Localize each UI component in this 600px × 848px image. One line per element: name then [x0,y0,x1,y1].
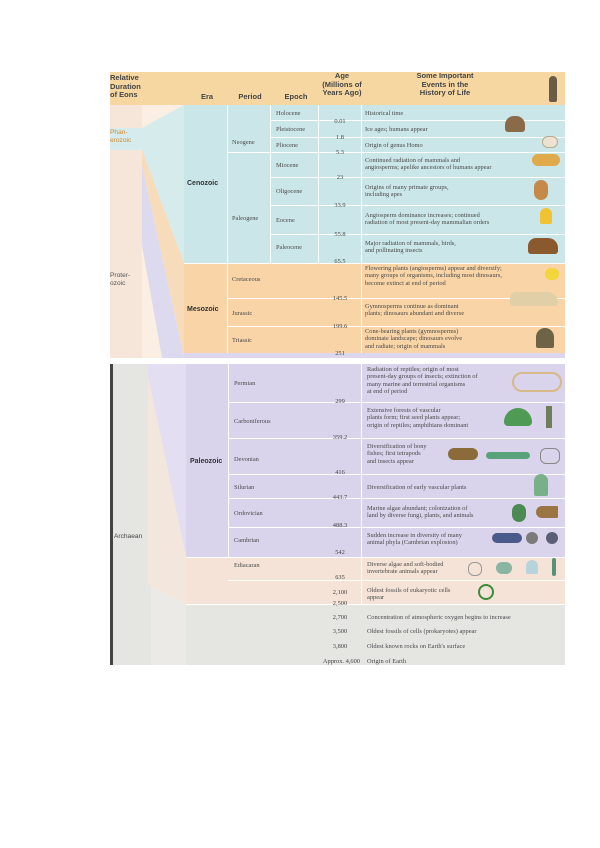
age-value: 542 [335,549,345,556]
event-pleistocene: Ice ages; humans appear [365,126,428,133]
epoch-oligocene: Oligocene [276,188,303,195]
header-relative-duration: Relative Duration of Eons [110,73,141,99]
proterozoic-label: Proter- ozoic [110,272,131,287]
epoch-column-divider [318,105,319,263]
period-silurian: Silurian [234,484,255,491]
period-ediacaran: Ediacaran [234,562,260,569]
epoch-eocene: Eocene [276,217,295,224]
age-value: 145.5 [332,295,348,302]
table-header [110,72,565,105]
row-line [228,326,565,327]
era-mesozoic: Mesozoic [187,306,219,313]
angiosperm-flower-icon [545,268,559,280]
age-value: 299 [335,398,345,405]
frond-icon [496,562,512,574]
jellyfish-icon [468,562,482,576]
row-line [228,580,565,581]
archaean-label: Archaean [114,533,143,540]
scale-connector-bottom [148,364,186,665]
bear-icon [528,238,558,254]
row-line [228,498,565,499]
header-events: Some Important Events in the History of Life [416,71,474,97]
age-value: 0.01 [334,118,346,125]
age-value: 416 [335,469,345,476]
event-paleocene: Major radiation of mammals, birds, and pollinating insects [365,240,456,255]
period-devonian: Devonian [234,456,259,463]
epoch-pliocene: Pliocene [276,142,299,149]
event-devonian: Diversification of bony fishes; first tetrapods and insects appear [367,443,427,465]
age-value: 2,700 [332,614,348,621]
row-line [228,152,565,153]
cambrian-animals-icon [492,533,522,543]
leopard-icon [532,154,560,166]
epoch-pleistocene: Pleistocene [276,126,306,133]
era-column-divider [227,105,228,353]
age-value: 33.9 [334,202,346,209]
period-triassic: Triassic [232,337,253,344]
age-value: 3,800 [332,643,348,650]
event-pliocene: Origin of genus Homo [365,142,423,149]
row-line [228,402,565,403]
period-jurassic: Jurassic [232,310,253,317]
row-line [270,137,565,138]
event-carboniferous: Extensive forests of vascular plants form; first seed plants appear; origin of reptiles; amphibians dominant [367,407,469,429]
event-prokaryotes: Oldest fossils of cells (prokaryotes) appear [367,628,477,635]
age-value: 443.7 [332,494,348,501]
age-value: 3,500 [332,628,348,635]
row-line [186,604,565,605]
worm-icon [552,558,556,576]
event-cambrian: Sudden increase in diversity of many animal phyla (Cambrian explosion) [367,532,462,547]
insect-icon [540,448,560,464]
flower-icon [540,208,552,224]
event-oxygen: Concentration of atmospheric oxygen begins to increase [367,614,511,621]
eukaryotic-cell-icon [478,584,494,600]
event-miocene: Continued radiation of mammals and angiosperms; apelike ancestors of humans appear [365,157,492,172]
age-value: 65.5 [334,258,346,265]
event-silurian: Diversification of early vascular plants [367,484,467,491]
row-line [270,234,565,235]
age-value: 5.3 [336,149,344,156]
row-line [228,438,565,439]
event-origin: Origin of Earth [367,658,407,665]
epoch-paleocene: Paleocene [276,244,302,251]
event-rocks: Oldest known rocks on Earth's surface [367,643,466,650]
age-value: 359.2 [332,434,348,441]
age-value: Approx. 4,600 [322,658,360,665]
period-permian: Permian [234,380,256,387]
event-oligocene: Origins of many primate groups, including apes [365,184,449,199]
phanerozoic-label: Phan- erozoic [110,129,132,144]
event-ordovician: Marine algae abundant; colonization of land by diverse fungi, plants, and animals [367,505,474,520]
archaean-column [110,364,151,665]
event-ediacaran: Diverse algae and soft-bodied invertebrate animals appear [367,561,444,576]
epoch-miocene: Miocene [276,162,299,169]
row-line [228,474,565,475]
period-cretaceous: Cretaceous [232,276,261,283]
header-period: Period [238,92,262,101]
era-column-divider-bottom [228,364,229,557]
period-cambrian: Cambrian [234,537,260,544]
mammoth-icon [505,116,525,132]
header-epoch: Epoch [284,92,308,101]
event-permian: Radiation of reptiles; origin of most present-day groups of insects; extinction of many marine and terrestrial organisms at end of period [367,366,478,396]
fish-icon [448,448,478,460]
age-value: 55.8 [334,231,346,238]
period-ordovician: Ordovician [234,510,263,517]
period-column-divider [270,105,271,263]
age-value: 2,500 [332,600,348,607]
nautiloid-icon [536,506,558,518]
scale-connector-top [142,105,184,358]
age-value: 251 [335,350,345,357]
fossil-plant-icon [546,406,552,428]
trilobite-icon [526,532,538,544]
reptile-skeleton-icon [512,372,562,392]
event-jurassic: Gymnosperms continue as dominant plants; dinosaurs abundant and diverse [365,303,465,318]
event-eukaryotic: Oldest fossils of eukaryotic cells appear [367,587,451,602]
epoch-holocene: Holocene [276,110,301,117]
age-value: 2,100 [332,589,348,596]
event-holocene: Historical time [365,110,404,117]
paleozoic-strip-top [184,353,565,358]
medusa-icon [526,560,538,574]
skull-icon [542,136,558,148]
event-eocene: Angiosperm dominance increases; continued radiation of most present-day mammalian orders [365,212,490,227]
period-neogene: Neogene [232,139,255,146]
tetrapod-icon [486,452,530,459]
row-line [184,263,565,264]
age-column-divider [361,105,362,353]
row-line [228,527,565,528]
age-value: 23 [336,174,344,181]
row-line [186,557,565,558]
age-value: 199.6 [332,323,348,330]
age-value: 635 [335,574,345,581]
era-paleozoic: Paleozoic [190,458,223,465]
primate-icon [534,180,548,200]
age-value: 488.3 [332,522,348,529]
early-plant-icon [534,474,548,496]
era-cenozoic: Cenozoic [187,180,219,187]
cycad-icon [536,328,554,348]
row-line [270,205,565,206]
period-paleogene: Paleogene [232,215,259,222]
age-column-divider-bottom [361,364,362,604]
event-triassic: Cone-bearing plants (gymnosperms) dominate landscape; dinosaurs evolve and radiate; origin of mammals [365,328,463,350]
event-cretaceous: Flowering plants (angiosperms) appear and diversify; many groups of organisms, including most dinosaurs, become extinct at end of period [365,265,502,287]
header-era: Era [200,92,214,101]
period-carboniferous: Carboniferous [234,418,271,425]
header-age: Age (Millions of Years Ago) [322,71,362,97]
dinosaur-icon [510,292,558,306]
age-value: 1.8 [336,134,344,141]
ammonite-icon [546,532,558,544]
row-line [270,177,565,178]
algae-icon [512,504,526,522]
human-icon [549,76,557,102]
